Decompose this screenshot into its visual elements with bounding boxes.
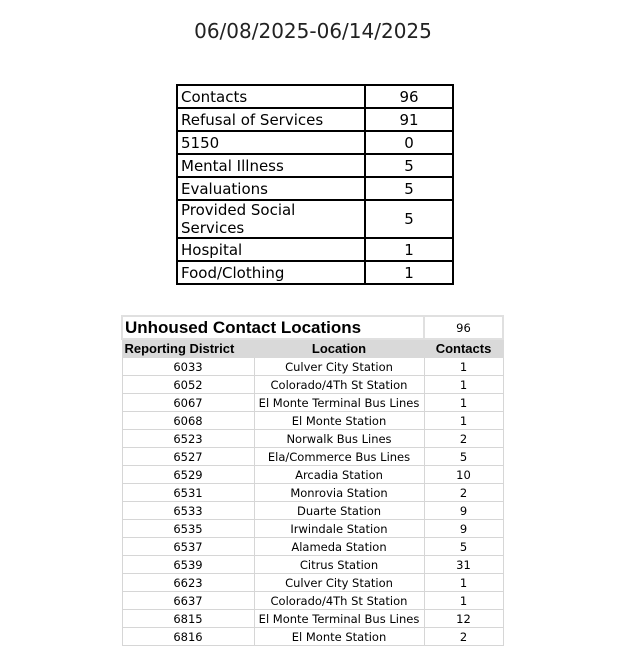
locations-header-row — [122, 339, 503, 358]
table-row — [122, 484, 503, 502]
table-row — [122, 610, 503, 628]
table-row — [122, 592, 503, 610]
summary-value: 96 — [365, 85, 453, 108]
cell-reporting-district: 6816 — [122, 628, 254, 646]
summary-row — [177, 85, 453, 108]
cell-location: Ela/Commerce Bus Lines — [254, 448, 424, 466]
summary-row — [177, 131, 453, 154]
table-row — [122, 394, 503, 412]
cell-reporting-district: 6033 — [122, 358, 254, 376]
cell-location: El Monte Terminal Bus Lines — [254, 610, 424, 628]
cell-location: Irwindale Station — [254, 520, 424, 538]
summary-value: 5 — [365, 154, 453, 177]
cell-location: Norwalk Bus Lines — [254, 430, 424, 448]
summary-label: Food/Clothing — [177, 261, 365, 284]
summary-value: 1 — [365, 238, 453, 261]
cell-contacts: 1 — [424, 412, 503, 430]
cell-location: Alameda Station — [254, 538, 424, 556]
cell-location: Duarte Station — [254, 502, 424, 520]
locations-title: Unhoused Contact Locations — [122, 316, 424, 339]
cell-contacts: 5 — [424, 538, 503, 556]
cell-reporting-district: 6537 — [122, 538, 254, 556]
cell-reporting-district: 6527 — [122, 448, 254, 466]
cell-location: El Monte Terminal Bus Lines — [254, 394, 424, 412]
summary-label: Evaluations — [177, 177, 365, 200]
cell-contacts: 2 — [424, 430, 503, 448]
summary-label: Provided Social Services — [177, 200, 365, 238]
summary-row — [177, 238, 453, 261]
summary-row — [177, 177, 453, 200]
date-range-title: 06/08/2025-06/14/2025 — [194, 19, 432, 43]
cell-location: Culver City Station — [254, 358, 424, 376]
header-contacts: Contacts — [424, 339, 503, 358]
cell-contacts: 1 — [424, 358, 503, 376]
table-row — [122, 376, 503, 394]
cell-contacts: 9 — [424, 520, 503, 538]
cell-reporting-district: 6052 — [122, 376, 254, 394]
cell-reporting-district: 6067 — [122, 394, 254, 412]
cell-reporting-district: 6623 — [122, 574, 254, 592]
cell-location: El Monte Station — [254, 412, 424, 430]
cell-location: Culver City Station — [254, 574, 424, 592]
summary-value: 0 — [365, 131, 453, 154]
table-row — [122, 628, 503, 646]
table-row — [122, 448, 503, 466]
table-row — [122, 538, 503, 556]
cell-location: Colorado/4Th St Station — [254, 376, 424, 394]
summary-label: Contacts — [177, 85, 365, 108]
cell-reporting-district: 6539 — [122, 556, 254, 574]
cell-reporting-district: 6637 — [122, 592, 254, 610]
cell-location: Colorado/4Th St Station — [254, 592, 424, 610]
table-row — [122, 412, 503, 430]
summary-value: 91 — [365, 108, 453, 131]
table-row — [122, 358, 503, 376]
summary-label: Hospital — [177, 238, 365, 261]
cell-contacts: 31 — [424, 556, 503, 574]
cell-contacts: 1 — [424, 394, 503, 412]
cell-contacts: 5 — [424, 448, 503, 466]
cell-reporting-district: 6068 — [122, 412, 254, 430]
summary-row — [177, 154, 453, 177]
cell-location: Arcadia Station — [254, 466, 424, 484]
summary-value: 5 — [365, 200, 453, 238]
cell-reporting-district: 6523 — [122, 430, 254, 448]
summary-value: 1 — [365, 261, 453, 284]
cell-contacts: 2 — [424, 628, 503, 646]
cell-reporting-district: 6531 — [122, 484, 254, 502]
cell-location: Citrus Station — [254, 556, 424, 574]
cell-contacts: 1 — [424, 574, 503, 592]
cell-reporting-district: 6529 — [122, 466, 254, 484]
summary-value: 5 — [365, 177, 453, 200]
locations-total: 96 — [424, 316, 503, 339]
table-row — [122, 430, 503, 448]
locations-title-row — [122, 316, 503, 339]
cell-contacts: 9 — [424, 502, 503, 520]
table-row — [122, 556, 503, 574]
cell-reporting-district: 6535 — [122, 520, 254, 538]
summary-row — [177, 200, 453, 238]
summary-row — [177, 108, 453, 131]
summary-label: Mental Illness — [177, 154, 365, 177]
summary-label: Refusal of Services — [177, 108, 365, 131]
cell-contacts: 12 — [424, 610, 503, 628]
summary-table — [176, 84, 454, 285]
summary-row — [177, 261, 453, 284]
cell-contacts: 1 — [424, 592, 503, 610]
cell-location: El Monte Station — [254, 628, 424, 646]
table-row — [122, 520, 503, 538]
header-location: Location — [254, 339, 424, 358]
cell-contacts: 10 — [424, 466, 503, 484]
cell-contacts: 1 — [424, 376, 503, 394]
cell-contacts: 2 — [424, 484, 503, 502]
cell-location: Monrovia Station — [254, 484, 424, 502]
table-row — [122, 466, 503, 484]
header-reporting-district: Reporting District — [122, 339, 254, 358]
locations-table — [121, 315, 504, 646]
table-row — [122, 502, 503, 520]
cell-reporting-district: 6815 — [122, 610, 254, 628]
summary-label: 5150 — [177, 131, 365, 154]
cell-reporting-district: 6533 — [122, 502, 254, 520]
table-row — [122, 574, 503, 592]
